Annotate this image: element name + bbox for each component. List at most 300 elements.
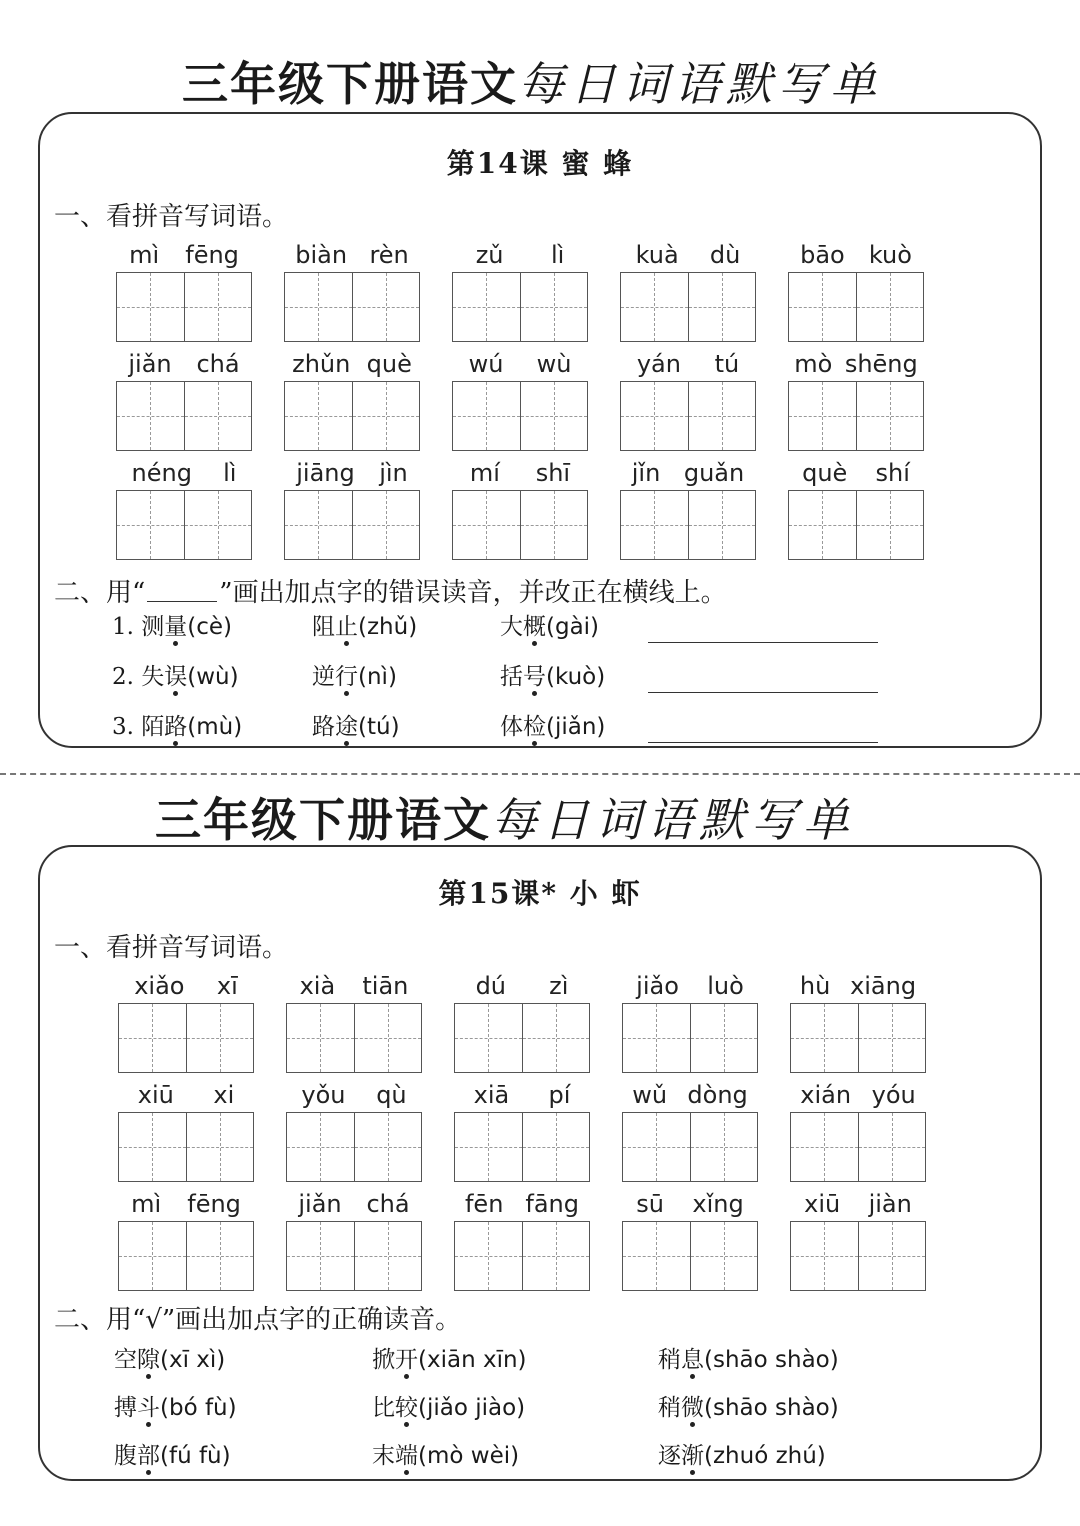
- reading-options: (kuò): [546, 664, 606, 690]
- pinyin-label: [788, 240, 924, 270]
- word-item: [284, 240, 420, 342]
- word-item: [790, 971, 926, 1073]
- reading-options: (jiǎo jiào): [418, 1395, 526, 1421]
- pinyin-syllable: mì: [131, 1190, 162, 1218]
- writing-cell[interactable]: [522, 1222, 590, 1290]
- writing-cell[interactable]: [455, 1004, 522, 1072]
- writing-cell[interactable]: [690, 1004, 758, 1072]
- tianzige-box[interactable]: [790, 1112, 926, 1182]
- writing-cell[interactable]: [453, 273, 520, 341]
- tianzige-box[interactable]: [284, 381, 420, 451]
- writing-cell[interactable]: [184, 273, 252, 341]
- word-char: 大: [500, 614, 523, 640]
- pinyin-syllable: jìn: [379, 459, 408, 487]
- reading-options: (tú): [358, 714, 400, 740]
- writing-cell[interactable]: [352, 382, 420, 450]
- answer-line[interactable]: [648, 742, 878, 743]
- question-item: [112, 658, 239, 691]
- pinyin-syllable: wǔ: [632, 1081, 668, 1109]
- word-item: [286, 1080, 422, 1182]
- pinyin-syllable: wù: [536, 350, 572, 378]
- writing-cell[interactable]: [352, 491, 420, 559]
- tianzige-box[interactable]: [622, 1112, 758, 1182]
- pinyin-syllable: fēng: [187, 1190, 241, 1218]
- question-item: [312, 708, 400, 741]
- pinyin-label: [116, 458, 252, 488]
- writing-cell[interactable]: [623, 1222, 690, 1290]
- pinyin-syllable: què: [366, 350, 412, 378]
- word-item: [118, 971, 254, 1073]
- pinyin-label: [790, 971, 926, 1001]
- word-char: 概: [523, 614, 546, 640]
- pinyin-syllable: shí: [875, 459, 910, 487]
- word-char: 空: [114, 1347, 137, 1373]
- tianzige-box[interactable]: [118, 1003, 254, 1073]
- word-char: 端: [395, 1443, 418, 1469]
- question-item: [372, 1341, 527, 1374]
- word-item: [620, 458, 756, 560]
- word-char: 搏: [114, 1395, 137, 1421]
- pinyin-syllable: xiǎo: [134, 972, 185, 1000]
- writing-cell[interactable]: [791, 1004, 858, 1072]
- section2-suffix: ”画出加点字的错误读音，并改正在横线上。: [219, 578, 727, 608]
- reading-options: (xī xì): [160, 1347, 226, 1373]
- pinyin-syllable: tú: [714, 350, 740, 378]
- writing-cell[interactable]: [117, 491, 184, 559]
- writing-cell[interactable]: [688, 273, 756, 341]
- word-item: [788, 240, 924, 342]
- writing-cell[interactable]: [352, 273, 420, 341]
- pinyin-label: [452, 458, 588, 488]
- pinyin-syllable: jiàn: [868, 1190, 912, 1218]
- reading-options: (mò wèi): [418, 1443, 520, 1469]
- question-item: [658, 1341, 839, 1374]
- writing-cell[interactable]: [856, 273, 924, 341]
- writing-cell[interactable]: [858, 1222, 926, 1290]
- tianzige-box[interactable]: [284, 272, 420, 342]
- tianzige-box[interactable]: [116, 381, 252, 451]
- word-char: 陌: [141, 714, 165, 740]
- pinyin-label: [620, 349, 756, 379]
- tianzige-box[interactable]: [620, 272, 756, 342]
- pinyin-syllable: fēn: [464, 1190, 504, 1218]
- writing-cell[interactable]: [455, 1222, 522, 1290]
- pinyin-syllable: chá: [196, 350, 240, 378]
- question-number: 2.: [112, 664, 142, 690]
- writing-cell[interactable]: [287, 1222, 354, 1290]
- tianzige-box[interactable]: [620, 490, 756, 560]
- sheet1-section1-heading: 一、看拼音写词语。: [54, 202, 289, 232]
- word-item: [788, 458, 924, 560]
- writing-cell[interactable]: [119, 1004, 186, 1072]
- tianzige-box[interactable]: [454, 1221, 590, 1291]
- word-item: [622, 1189, 758, 1291]
- pinyin-syllable: mì: [129, 241, 160, 269]
- tianzige-box[interactable]: [790, 1003, 926, 1073]
- writing-cell[interactable]: [520, 273, 588, 341]
- word-char: 行: [335, 664, 358, 690]
- writing-cell[interactable]: [621, 273, 688, 341]
- reading-options: (fú fù): [160, 1443, 231, 1469]
- word-item: [622, 1080, 758, 1182]
- tianzige-box[interactable]: [284, 490, 420, 560]
- pinyin-syllable: fēng: [185, 241, 239, 269]
- pinyin-syllable: rèn: [369, 241, 409, 269]
- pinyin-syllable: yóu: [871, 1081, 916, 1109]
- writing-cell[interactable]: [453, 382, 520, 450]
- sheet1-title-part-a: 三年级下册语文: [182, 57, 518, 111]
- pinyin-label: [622, 1189, 758, 1219]
- writing-cell[interactable]: [789, 491, 856, 559]
- pinyin-syllable: biàn: [295, 241, 348, 269]
- pinyin-syllable: fāng: [525, 1190, 579, 1218]
- word-char: 检: [523, 714, 546, 740]
- writing-cell[interactable]: [522, 1113, 590, 1181]
- pinyin-label: [620, 240, 756, 270]
- answer-line[interactable]: [648, 642, 878, 643]
- sheet2-title-part-a: 三年级下册语文: [155, 793, 491, 847]
- pinyin-syllable: néng: [131, 459, 192, 487]
- word-item: [788, 349, 924, 451]
- writing-cell[interactable]: [184, 382, 252, 450]
- word-char: 失: [141, 664, 165, 690]
- word-item: [790, 1189, 926, 1291]
- pinyin-syllable: zì: [549, 972, 569, 1000]
- writing-cell[interactable]: [184, 491, 252, 559]
- word-char: 止: [335, 614, 358, 640]
- pinyin-label: [790, 1080, 926, 1110]
- pinyin-syllable: xǐng: [692, 1190, 744, 1218]
- pinyin-syllable: chá: [366, 1190, 410, 1218]
- tianzige-box[interactable]: [622, 1221, 758, 1291]
- writing-cell[interactable]: [354, 1113, 422, 1181]
- pinyin-syllable: jiǎo: [636, 972, 679, 1000]
- question-item: [312, 608, 417, 641]
- writing-cell[interactable]: [858, 1004, 926, 1072]
- word-item: [454, 971, 590, 1073]
- tianzige-box[interactable]: [788, 490, 924, 560]
- question-item: [114, 1341, 225, 1374]
- pinyin-syllable: sū: [636, 1190, 664, 1218]
- writing-cell[interactable]: [522, 1004, 590, 1072]
- reading-options: (zhuó zhú): [704, 1443, 826, 1469]
- pinyin-syllable: pí: [548, 1081, 571, 1109]
- writing-cell[interactable]: [791, 1222, 858, 1290]
- sheet2-title: [155, 784, 855, 850]
- tianzige-box[interactable]: [622, 1003, 758, 1073]
- word-item: [454, 1080, 590, 1182]
- pinyin-syllable: yán: [636, 350, 681, 378]
- word-item: [452, 458, 588, 560]
- pinyin-syllable: wú: [468, 350, 504, 378]
- question-item: [114, 1437, 231, 1470]
- pinyin-label: [118, 1189, 254, 1219]
- cut-divider: [0, 773, 1080, 775]
- word-item: [118, 1080, 254, 1182]
- pinyin-syllable: mí: [469, 459, 500, 487]
- word-item: [454, 1189, 590, 1291]
- tianzige-box[interactable]: [286, 1221, 422, 1291]
- tianzige-box[interactable]: [454, 1112, 590, 1182]
- pinyin-label: [118, 971, 254, 1001]
- pinyin-syllable: shēng: [844, 350, 918, 378]
- pinyin-label: [284, 458, 420, 488]
- writing-cell[interactable]: [621, 491, 688, 559]
- writing-cell[interactable]: [621, 382, 688, 450]
- sheet1-panel: [38, 112, 1042, 748]
- pinyin-label: [118, 1080, 254, 1110]
- pinyin-syllable: jiāng: [296, 459, 355, 487]
- question-item: [112, 708, 242, 741]
- word-char: 误: [164, 664, 188, 690]
- sheet2-panel: [38, 845, 1042, 1481]
- word-char: 渐: [681, 1443, 704, 1469]
- reading-options: (xiān xīn): [418, 1347, 527, 1373]
- tianzige-box[interactable]: [286, 1003, 422, 1073]
- tianzige-box[interactable]: [116, 490, 252, 560]
- tianzige-box[interactable]: [790, 1221, 926, 1291]
- reading-options: (nì): [358, 664, 397, 690]
- pinyin-syllable: xiāng: [850, 972, 917, 1000]
- sheet2-lesson-title: 第15课* 小 虾: [438, 877, 642, 910]
- pinyin-syllable: dù: [709, 241, 741, 269]
- word-char: 稍: [658, 1395, 681, 1421]
- reading-options: (bó fù): [160, 1395, 237, 1421]
- sheet1-title-part-b: 每日词语默写单: [518, 57, 882, 111]
- blank-line-mark: [147, 587, 217, 602]
- sheet1-section2-heading: [54, 572, 727, 609]
- question-item: [500, 608, 599, 641]
- sheet2-section2-heading: 二、用“√”画出加点字的正确读音。: [54, 1305, 462, 1335]
- tianzige-box[interactable]: [118, 1112, 254, 1182]
- reading-options: (wù): [187, 664, 239, 690]
- word-char: 稍: [658, 1347, 681, 1373]
- reading-options: (cè): [187, 614, 233, 640]
- pinyin-label: [454, 971, 590, 1001]
- pinyin-label: [790, 1189, 926, 1219]
- writing-cell[interactable]: [623, 1113, 690, 1181]
- sheet1-title: [182, 48, 882, 114]
- word-char: 微: [681, 1395, 704, 1421]
- pinyin-label: [788, 458, 924, 488]
- writing-cell[interactable]: [119, 1222, 186, 1290]
- pinyin-syllable: mò: [794, 350, 833, 378]
- pinyin-label: [452, 240, 588, 270]
- word-char: 体: [500, 714, 523, 740]
- writing-cell[interactable]: [285, 382, 352, 450]
- word-item: [286, 1189, 422, 1291]
- word-item: [790, 1080, 926, 1182]
- pinyin-syllable: bāo: [800, 241, 845, 269]
- pinyin-label: [788, 349, 924, 379]
- tianzige-box[interactable]: [452, 272, 588, 342]
- pinyin-label: [284, 349, 420, 379]
- pinyin-syllable: xī: [216, 972, 238, 1000]
- pinyin-syllable: zǔ: [475, 241, 504, 269]
- answer-line[interactable]: [648, 692, 878, 693]
- pinyin-syllable: shī: [535, 459, 571, 487]
- pinyin-syllable: xiū: [804, 1190, 841, 1218]
- word-item: [452, 240, 588, 342]
- pinyin-syllable: luò: [707, 972, 744, 1000]
- question-item: [312, 658, 397, 691]
- sheet1-lesson-title: 第14课 蜜 蜂: [446, 147, 634, 180]
- word-item: [620, 240, 756, 342]
- writing-cell[interactable]: [856, 491, 924, 559]
- question-item: [658, 1389, 839, 1422]
- pinyin-syllable: què: [802, 459, 848, 487]
- word-item: [116, 458, 252, 560]
- writing-cell[interactable]: [856, 382, 924, 450]
- writing-cell[interactable]: [791, 1113, 858, 1181]
- pinyin-syllable: kuò: [868, 241, 912, 269]
- word-char: 息: [681, 1347, 704, 1373]
- tianzige-box[interactable]: [788, 381, 924, 451]
- word-char: 途: [335, 714, 358, 740]
- word-item: [116, 240, 252, 342]
- question-item: [114, 1389, 237, 1422]
- tianzige-box[interactable]: [452, 381, 588, 451]
- writing-cell[interactable]: [688, 382, 756, 450]
- pinyin-label: [622, 971, 758, 1001]
- reading-options: (shāo shào): [704, 1395, 839, 1421]
- word-item: [622, 971, 758, 1073]
- tianzige-box[interactable]: [116, 272, 252, 342]
- reading-options: (gài): [546, 614, 600, 640]
- pinyin-syllable: dòng: [687, 1081, 748, 1109]
- word-char: 路: [312, 714, 335, 740]
- pinyin-syllable: guǎn: [683, 459, 745, 487]
- writing-cell[interactable]: [354, 1222, 422, 1290]
- word-char: 逐: [658, 1443, 681, 1469]
- writing-cell[interactable]: [623, 1004, 690, 1072]
- pinyin-syllable: tiān: [362, 972, 409, 1000]
- pinyin-label: [286, 1080, 422, 1110]
- word-char: 开: [395, 1347, 418, 1373]
- writing-cell[interactable]: [688, 491, 756, 559]
- pinyin-syllable: lì: [223, 459, 237, 487]
- word-char: 部: [137, 1443, 160, 1469]
- pinyin-syllable: hù: [799, 972, 831, 1000]
- word-item: [284, 458, 420, 560]
- word-char: 号: [523, 664, 546, 690]
- word-char: 较: [395, 1395, 418, 1421]
- writing-cell[interactable]: [455, 1113, 522, 1181]
- tianzige-box[interactable]: [788, 272, 924, 342]
- word-char: 末: [372, 1443, 395, 1469]
- word-char: 阻: [312, 614, 335, 640]
- writing-cell[interactable]: [285, 491, 352, 559]
- pinyin-label: [284, 240, 420, 270]
- reading-options: (jiǎn): [546, 714, 606, 740]
- pinyin-syllable: dú: [475, 972, 507, 1000]
- writing-cell[interactable]: [287, 1113, 354, 1181]
- writing-cell[interactable]: [117, 382, 184, 450]
- pinyin-label: [452, 349, 588, 379]
- writing-cell[interactable]: [117, 273, 184, 341]
- word-char: 比: [372, 1395, 395, 1421]
- writing-cell[interactable]: [520, 491, 588, 559]
- writing-cell[interactable]: [789, 382, 856, 450]
- pinyin-syllable: xià: [299, 972, 336, 1000]
- word-item: [620, 349, 756, 451]
- pinyin-label: [454, 1189, 590, 1219]
- word-char: 路: [164, 714, 188, 740]
- question-item: [372, 1437, 519, 1470]
- writing-cell[interactable]: [789, 273, 856, 341]
- question-number: 3.: [112, 714, 142, 740]
- reading-options: (mù): [187, 714, 243, 740]
- sheet2-title-part-b: 每日词语默写单: [491, 793, 855, 847]
- tianzige-box[interactable]: [454, 1003, 590, 1073]
- pinyin-syllable: xiā: [473, 1081, 510, 1109]
- writing-cell[interactable]: [287, 1004, 354, 1072]
- writing-cell[interactable]: [119, 1113, 186, 1181]
- word-char: 括: [500, 664, 523, 690]
- writing-cell[interactable]: [690, 1222, 758, 1290]
- pinyin-syllable: jiǎn: [298, 1190, 342, 1218]
- pinyin-syllable: xiū: [137, 1081, 174, 1109]
- writing-cell[interactable]: [354, 1004, 422, 1072]
- word-char: 逆: [312, 664, 335, 690]
- question-item: [500, 708, 605, 741]
- word-item: [452, 349, 588, 451]
- word-item: [286, 971, 422, 1073]
- pinyin-label: [454, 1080, 590, 1110]
- word-char: 掀: [372, 1347, 395, 1373]
- pinyin-label: [116, 349, 252, 379]
- writing-cell[interactable]: [690, 1113, 758, 1181]
- question-item: [658, 1437, 826, 1470]
- word-char: 腹: [114, 1443, 137, 1469]
- word-char: 斗: [137, 1395, 160, 1421]
- tianzige-box[interactable]: [118, 1221, 254, 1291]
- word-char: 隙: [137, 1347, 160, 1373]
- writing-cell[interactable]: [858, 1113, 926, 1181]
- word-item: [118, 1189, 254, 1291]
- pinyin-label: [620, 458, 756, 488]
- tianzige-box[interactable]: [286, 1112, 422, 1182]
- pinyin-label: [286, 1189, 422, 1219]
- pinyin-syllable: qù: [376, 1081, 407, 1109]
- question-item: [500, 658, 605, 691]
- pinyin-syllable: xián: [800, 1081, 852, 1109]
- question-item: [372, 1389, 525, 1422]
- writing-cell[interactable]: [520, 382, 588, 450]
- writing-cell[interactable]: [453, 491, 520, 559]
- writing-cell[interactable]: [285, 273, 352, 341]
- pinyin-label: [622, 1080, 758, 1110]
- writing-cell[interactable]: [186, 1222, 254, 1290]
- word-char: 量: [164, 614, 188, 640]
- pinyin-syllable: lì: [550, 241, 565, 269]
- word-item: [116, 349, 252, 451]
- pinyin-syllable: zhǔn: [292, 350, 351, 378]
- pinyin-syllable: kuà: [635, 241, 679, 269]
- sheet2-section1-heading: 一、看拼音写词语。: [54, 933, 289, 963]
- pinyin-label: [116, 240, 252, 270]
- question-number: 1.: [112, 614, 142, 640]
- section2-prefix: 二、用“: [54, 578, 146, 608]
- tianzige-box[interactable]: [620, 381, 756, 451]
- question-item: [112, 608, 232, 641]
- pinyin-label: [286, 971, 422, 1001]
- writing-cell[interactable]: [186, 1113, 254, 1181]
- tianzige-box[interactable]: [452, 490, 588, 560]
- pinyin-syllable: xi: [213, 1081, 235, 1109]
- writing-cell[interactable]: [186, 1004, 254, 1072]
- word-char: 测: [141, 614, 165, 640]
